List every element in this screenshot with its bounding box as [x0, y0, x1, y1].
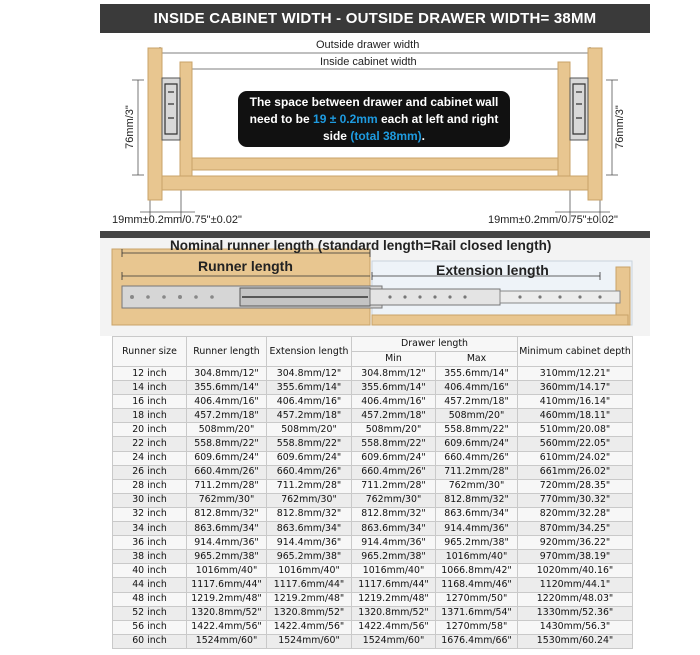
runner-size-cell: 12 inch: [113, 367, 187, 381]
header-drawer-length: Drawer length: [352, 337, 518, 352]
runner-length-cell: 406.4mm/16": [187, 395, 267, 409]
runner-size-cell: 60 inch: [113, 634, 187, 648]
drawer-min-cell: 1016mm/40": [352, 564, 436, 578]
drawer-max-cell: 1270mm/50": [436, 592, 518, 606]
runner-size-cell: 22 inch: [113, 437, 187, 451]
min-cabinet-depth-cell: 460mm/18.11": [518, 409, 633, 423]
extension-length-cell: 558.8mm/22": [267, 437, 352, 451]
runner-length-cell: 711.2mm/28": [187, 479, 267, 493]
drawer-min-cell: 1422.4mm/56": [352, 620, 436, 634]
drawer-max-cell: 406.4mm/16": [436, 381, 518, 395]
runner-length-cell: 1219.2mm/48": [187, 592, 267, 606]
header-min: Min: [352, 352, 436, 367]
left-height-label: 76mm/3": [124, 105, 136, 149]
drawer-max-cell: 1066.8mm/42": [436, 564, 518, 578]
drawer-min-cell: 812.8mm/32": [352, 507, 436, 521]
drawer-max-cell: 660.4mm/26": [436, 451, 518, 465]
right-drawer-side: [558, 62, 570, 190]
drawer-min-cell: 660.4mm/26": [352, 465, 436, 479]
runner-size-cell: 26 inch: [113, 465, 187, 479]
extension-length-cell: 406.4mm/16": [267, 395, 352, 409]
drawer-min-cell: 914.4mm/36": [352, 536, 436, 550]
drawer-min-cell: 508mm/20": [352, 423, 436, 437]
min-cabinet-depth-cell: 720mm/28.35": [518, 479, 633, 493]
inside-cabinet-width-label: Inside cabinet width: [320, 56, 417, 68]
table-row: [113, 465, 633, 479]
runner-length-cell: 1320.8mm/52": [187, 606, 267, 620]
min-cabinet-depth-cell: 360mm/14.17": [518, 381, 633, 395]
min-cabinet-depth-cell: 1530mm/60.24": [518, 634, 633, 648]
header-runner-length: Runner length: [187, 337, 267, 367]
cabinet-bottom: [162, 176, 588, 190]
table-row: [113, 381, 633, 395]
callout-line-2: need to be 19 ± 0.2mm each at left and right: [249, 112, 499, 126]
drawer-min-cell: 558.8mm/22": [352, 437, 436, 451]
extension-length-cell: 660.4mm/26": [267, 465, 352, 479]
drawer-min-cell: 1320.8mm/52": [352, 606, 436, 620]
extension-length-cell: 812.8mm/32": [267, 507, 352, 521]
spec-table-container: [112, 336, 632, 647]
drawer-max-cell: 508mm/20": [436, 409, 518, 423]
extension-length-cell: 1117.6mm/44": [267, 578, 352, 592]
callout-line-1: The space between drawer and cabinet wall: [249, 95, 499, 109]
drawer-min-cell: 304.8mm/12": [352, 367, 436, 381]
extension-length-cell: 609.6mm/24": [267, 451, 352, 465]
table-row: [113, 592, 633, 606]
runner-length-cell: 609.6mm/24": [187, 451, 267, 465]
header-runner-size: Runner size: [113, 337, 187, 367]
callout-line-3: side (total 38mm).: [322, 129, 426, 143]
drawer-max-cell: 457.2mm/18": [436, 395, 518, 409]
header-extension-length: Extension length: [267, 337, 352, 367]
table-row: [113, 507, 633, 521]
extension-length-cell: 304.8mm/12": [267, 367, 352, 381]
table-row: [113, 437, 633, 451]
drawer-min-cell: 1117.6mm/44": [352, 578, 436, 592]
table-row: [113, 536, 633, 550]
extension-length-cell: 1016mm/40": [267, 564, 352, 578]
runner-size-cell: 56 inch: [113, 620, 187, 634]
right-cabinet-wall: [588, 48, 602, 200]
drawer-max-cell: 914.4mm/36": [436, 522, 518, 536]
table-row: [113, 564, 633, 578]
table-row: [113, 367, 633, 381]
runner-length-cell: 508mm/20": [187, 423, 267, 437]
drawer-min-cell: 609.6mm/24": [352, 451, 436, 465]
drawer-min-cell: 406.4mm/16": [352, 395, 436, 409]
table-row: [113, 606, 633, 620]
min-cabinet-depth-cell: 920mm/36.22": [518, 536, 633, 550]
min-cabinet-depth-cell: 1430mm/56.3": [518, 620, 633, 634]
drawer-max-cell: 609.6mm/24": [436, 437, 518, 451]
extension-length-cell: 1219.2mm/48": [267, 592, 352, 606]
min-cabinet-depth-cell: 510mm/20.08": [518, 423, 633, 437]
min-cabinet-depth-cell: 310mm/12.21": [518, 367, 633, 381]
runner-length-cell: 965.2mm/38": [187, 550, 267, 564]
gap-callout: [238, 91, 510, 147]
table-row: [113, 620, 633, 634]
table-row: [113, 550, 633, 564]
right-height-label: 76mm/3": [614, 105, 626, 149]
drawer-max-cell: 355.6mm/14": [436, 367, 518, 381]
runner-size-cell: 14 inch: [113, 381, 187, 395]
drawer-max-cell: 812.8mm/32": [436, 493, 518, 507]
drawer-max-cell: 1168.4mm/46": [436, 578, 518, 592]
extension-length-cell: 914.4mm/36": [267, 536, 352, 550]
left-drawer-side: [180, 62, 192, 190]
extension-length-label: Extension length: [436, 262, 549, 278]
runner-size-cell: 36 inch: [113, 536, 187, 550]
drawer-min-cell: 863.6mm/34": [352, 522, 436, 536]
drawer-max-cell: 762mm/30": [436, 479, 518, 493]
drawer-max-cell: 1676.4mm/66": [436, 634, 518, 648]
drawer-max-cell: 1270mm/58": [436, 620, 518, 634]
runner-length-cell: 762mm/30": [187, 493, 267, 507]
right-gap-label: 19mm±0.2mm/0.75"±0.02": [488, 214, 618, 226]
extension-length-cell: 1320.8mm/52": [267, 606, 352, 620]
min-cabinet-depth-cell: 560mm/22.05": [518, 437, 633, 451]
left-cabinet-wall: [148, 48, 162, 200]
runner-size-cell: 44 inch: [113, 578, 187, 592]
min-cabinet-depth-cell: 1330mm/52.36": [518, 606, 633, 620]
runner-size-cell: 30 inch: [113, 493, 187, 507]
drawer-min-cell: 711.2mm/28": [352, 479, 436, 493]
min-cabinet-depth-cell: 1120mm/44.1": [518, 578, 633, 592]
runner-size-cell: 28 inch: [113, 479, 187, 493]
table-row: [113, 451, 633, 465]
extension-length-cell: 1524mm/60": [267, 634, 352, 648]
runner-size-cell: 40 inch: [113, 564, 187, 578]
runner-illustration: [100, 231, 650, 336]
runner-size-cell: 52 inch: [113, 606, 187, 620]
runner-length-cell: 863.6mm/34": [187, 522, 267, 536]
nominal-runner-length-label: Nominal runner length (standard length=Rail closed length): [170, 238, 552, 253]
runner-length-cell: 812.8mm/32": [187, 507, 267, 521]
runner-size-cell: 34 inch: [113, 522, 187, 536]
table-row: [113, 479, 633, 493]
extension-length-cell: 1422.4mm/56": [267, 620, 352, 634]
extension-length-cell: 965.2mm/38": [267, 550, 352, 564]
header-max: Max: [436, 352, 518, 367]
table-row: [113, 578, 633, 592]
table-row: [113, 634, 633, 648]
runner-size-cell: 38 inch: [113, 550, 187, 564]
runner-size-cell: 16 inch: [113, 395, 187, 409]
extension-length-cell: 355.6mm/14": [267, 381, 352, 395]
min-cabinet-depth-cell: 970mm/38.19": [518, 550, 633, 564]
runner-size-cell: 48 inch: [113, 592, 187, 606]
table-row: [113, 423, 633, 437]
runner-length-cell: 1016mm/40": [187, 564, 267, 578]
runner-size-cell: 20 inch: [113, 423, 187, 437]
drawer-min-cell: 965.2mm/38": [352, 550, 436, 564]
runner-length-cell: 1524mm/60": [187, 634, 267, 648]
runner-length-cell: 1117.6mm/44": [187, 578, 267, 592]
drawer-max-cell: 711.2mm/28": [436, 465, 518, 479]
table-row: [113, 395, 633, 409]
runner-length-label: Runner length: [198, 258, 293, 274]
drawer-min-cell: 762mm/30": [352, 493, 436, 507]
drawer-max-cell: 965.2mm/38": [436, 536, 518, 550]
min-cabinet-depth-cell: 1020mm/40.16": [518, 564, 633, 578]
header-min-cabinet-depth: Minimum cabinet depth: [518, 337, 633, 367]
runner-size-cell: 32 inch: [113, 507, 187, 521]
drawer-max-cell: 1016mm/40": [436, 550, 518, 564]
drawer-bottom: [192, 158, 558, 170]
runner-length-cell: 558.8mm/22": [187, 437, 267, 451]
drawer-max-cell: 558.8mm/22": [436, 423, 518, 437]
min-cabinet-depth-cell: 410mm/16.14": [518, 395, 633, 409]
outside-drawer-width-label: Outside drawer width: [316, 39, 420, 51]
banner-title: INSIDE CABINET WIDTH - OUTSIDE DRAWER WIDTH= 38MM: [100, 4, 650, 33]
min-cabinet-depth-cell: 610mm/24.02": [518, 451, 633, 465]
extension-length-cell: 711.2mm/28": [267, 479, 352, 493]
drawer-min-cell: 1219.2mm/48": [352, 592, 436, 606]
runner-size-cell: 24 inch: [113, 451, 187, 465]
runner-length-cell: 304.8mm/12": [187, 367, 267, 381]
runner-length-cell: 457.2mm/18": [187, 409, 267, 423]
runner-length-cell: 914.4mm/36": [187, 536, 267, 550]
drawer-max-cell: 863.6mm/34": [436, 507, 518, 521]
drawer-min-cell: 457.2mm/18": [352, 409, 436, 423]
left-gap-label: 19mm±0.2mm/0.75"±0.02": [112, 214, 242, 226]
runner-length-cell: 660.4mm/26": [187, 465, 267, 479]
min-cabinet-depth-cell: 770mm/30.32": [518, 493, 633, 507]
table-row: [113, 409, 633, 423]
drawer-max-cell: 1371.6mm/54": [436, 606, 518, 620]
drawer-min-cell: 1524mm/60": [352, 634, 436, 648]
extension-length-cell: 457.2mm/18": [267, 409, 352, 423]
table-row: [113, 522, 633, 536]
spec-table-body: [113, 367, 633, 649]
drawer-min-cell: 355.6mm/14": [352, 381, 436, 395]
extension-length-cell: 863.6mm/34": [267, 522, 352, 536]
runner-spec-table: [112, 336, 633, 649]
table-row: [113, 493, 633, 507]
min-cabinet-depth-cell: 1220mm/48.03": [518, 592, 633, 606]
runner-length-cell: 1422.4mm/56": [187, 620, 267, 634]
extension-length-cell: 508mm/20": [267, 423, 352, 437]
runner-size-cell: 18 inch: [113, 409, 187, 423]
extension-length-cell: 762mm/30": [267, 493, 352, 507]
runner-length-cell: 355.6mm/14": [187, 381, 267, 395]
min-cabinet-depth-cell: 870mm/34.25": [518, 522, 633, 536]
min-cabinet-depth-cell: 820mm/32.28": [518, 507, 633, 521]
min-cabinet-depth-cell: 661mm/26.02": [518, 465, 633, 479]
